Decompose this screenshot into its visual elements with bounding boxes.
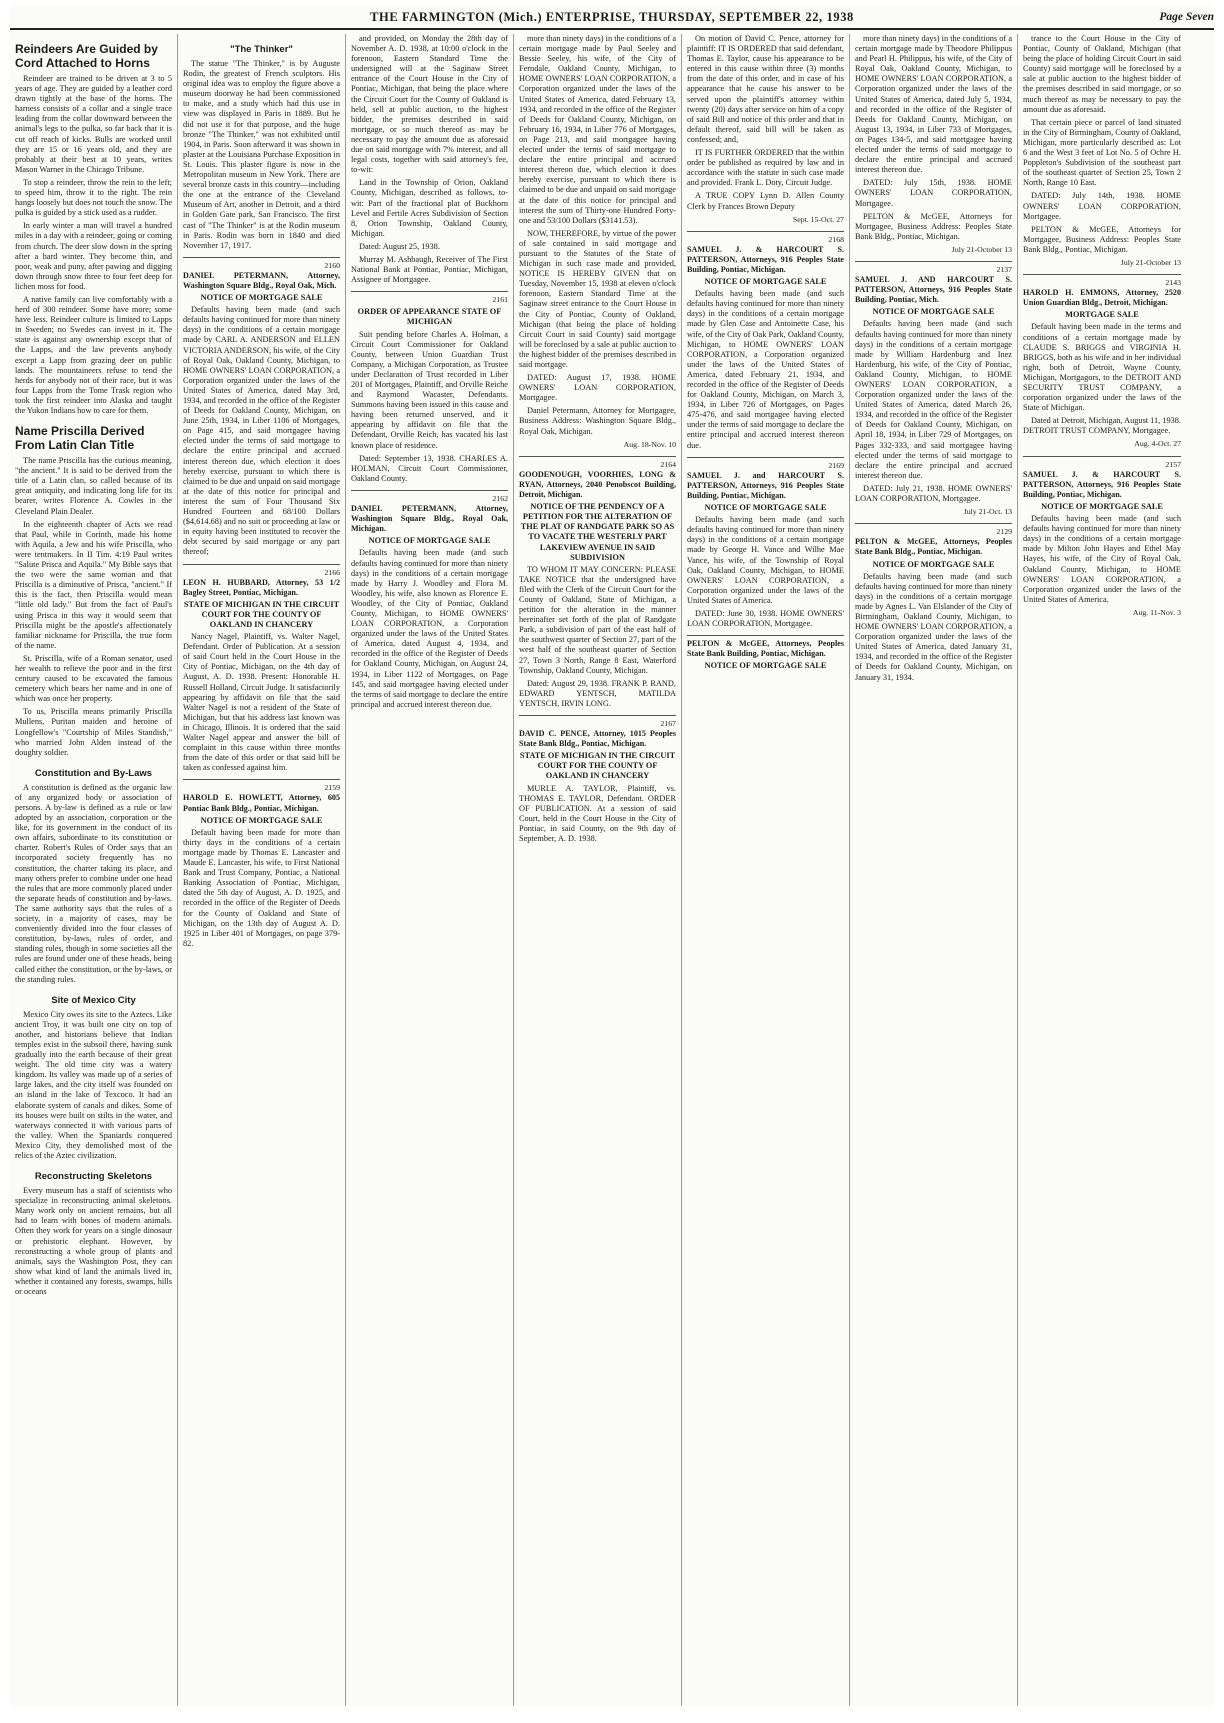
notice-attorney: PELTON & McGEE, Attorneys for Mortgagee, Business Address: Peoples State Bank Bldg., Pontiac, Michigan. [1023, 224, 1181, 254]
legal-notice [351, 490, 508, 710]
notice-body: Defaults having been made (and such defaults having continued for more than ninety days) in the conditions of a certain mortgage made by William Hardenburg and Inez Hardenburg, his wife, of the City of Pontiac, Oakland County, Michigan, to HOME OWNERS' LOAN CORPORATION, a Corporation organized under the laws of the United States of America, dated March 26, 1934, and recorded in the office of the Register of Deeds for Oakland County, Michigan, on April 18, 1934, in Liber 729 of Mortgages, on Pages 332-333, and said mortgagee having elected under the terms of said mortgage to declare the entire principal and accrued interest thereon due. [855, 319, 1012, 480]
notice-true-copy: A TRUE COPY Lynn D. Allen County Clerk by Frances Brown Deputy [687, 191, 844, 211]
article-paragraph: A constitution is defined as the organic law of any organized body or association of persons. A by-law is defined as a rule or law adopted by an association, corporation or the like, for its government in the conduct of its own affairs, subordinate to its constitution or charter. Robert's Rules of Order says that an incorporated society frequently has no constitution, the charter taking its place, and many others prefer to combine under one head the rules that are more commonly placed under the separate heads of constitution and by-laws. The same authority says that the rules of a society, in a majority of cases, may be conveniently divided into the four classes of constitution, by-laws, rules of order, and standing rules, though in some societies all the rules are found under one of these heads, being called either the constitution, or the by-laws, or the standing rules. [15, 782, 172, 984]
notice-title: NOTICE OF MORTGAGE SALE [1041, 501, 1163, 511]
legal-notice [687, 635, 844, 671]
article-paragraph: In early winter a man will travel a hundred miles in a day with a reindeer, going or coming from church. The deer slow down in the spring after a hard winter. They become thin, and poor, weak and puny, after pawing and digging down through snow three to four feet deep for lichen moss for food. [15, 221, 172, 291]
notice-title: NOTICE OF MORTGAGE SALE [872, 307, 995, 317]
notice-number: 2159 [324, 783, 340, 793]
newspaper-page [10, 6, 1214, 1706]
notice-run-dates: Aug. 11-Nov. 3 [1132, 607, 1181, 617]
notice-title: MORTGAGE SALE [1065, 310, 1139, 320]
article-paragraph: In the eighteenth chapter of Acts we read that Paul, while in Corinth, made his home with Aquila, a Jew and his wife Priscilla, who were tentmakers. In II Tim. 4:19 Paul writes "Salute Prisca and Aquila." My Bible says that the two were the same woman and that Priscilla is a diminutive of Prisca, "ancient." If this is the fact, then Priscilla would mean "little old lady." But from the fact of Paul's using Prisca in this way it would seem that Priscilla might be the apostle's affectionately familiar nickname for Priscilla, the true form of the name. [15, 519, 172, 650]
notice-body: Land in the Township of Orion, Oakland County, Michigan, described as follows, to-wit: Part of the fractional plat of Buckhorn Level and Fertile Acres Subdivision of Section 8, Orion Township, Oakland County, Michigan. [351, 178, 508, 238]
article-headline: Name Priscilla Derived From Latin Clan Title [15, 424, 145, 453]
notice-number: 2162 [492, 493, 508, 503]
notice-body: Default having been made in the terms and conditions of a certain mortgage made by CLAUDE S. BRIGGS and VIRGINIA H. BRIGGS, both as his wife and in her individual right, both of Detroit, Wayne County, Michigan, Mortgagors, to the DETROIT AND SECURITY TRUST COMPANY, a corporation organized under the laws of the State of Michigan. [1023, 322, 1181, 413]
notice-body: IT IS FURTHER ORDERED that the within order be published as required by law and in accordance with the statute in such case made and provided. Frank L. Doty, Circuit Judge. [687, 148, 844, 188]
column-7 [1018, 34, 1186, 1706]
notice-title: STATE OF MICHIGAN IN THE CIRCUIT COURT FOR THE COUNTY OF OAKLAND IN CHANCERY [183, 599, 340, 629]
article-headline: "The Thinker" [230, 44, 293, 55]
notice-body: more than ninety days) in the conditions of a certain mortgage made by Paul Seeley and Bessie Seeley, his wife, of the City of Ferndale, Oakland County, Michigan, to HOME OWNERS' LOAN CORPORATION, a Corporation organized under the laws of the United States of America, dated February 13, 1934, and recorded in the office of the Register of Deeds for Oakland County, Michigan, on February 16, 1934, in Liber 776 of Mortgages, on Page 213, and said mortgagee having elected under the terms of said mortgage to declare the entire principal and accrued interest thereon due, which election it does hereby exercise, pursuant to which there is claimed to be due and unpaid on said mortgage at the date of this notice for principal and interest the sum of Thirty-one Hundred Forty-one and 53/100 Dollars ($3141.53). [519, 34, 676, 225]
legal-notice [1023, 456, 1181, 618]
notice-attorney: Daniel Petermann, Attorney for Mortgagee, Business Address: Washington Square Bldg., Royal Oak, Michigan. [519, 406, 676, 436]
notice-attorney: HAROLD H. EMMONS, Attorney, 2520 Union Guardian Bldg., Detroit, Michigan. [1023, 288, 1181, 308]
article-paragraph: A native family can live comfortably with a herd of 300 reindeer. Some have more; some have less. Reindeer culture is limited to Lapps in Sweden; no Swedes can invest in it. The state is against any ownership except that of the Lapps, and the law prevents anybody except a Lapp from grazing deer on public lands. The mountaineers refuse to tend the herds for anybody not of their race, but it was four Lapps from the Tome Trask region who took the first reindeer into Alaska and taught the Yukon Indians how to care for them. [15, 294, 172, 415]
notice-run-dates: July 21-Oct. 13 [963, 507, 1012, 517]
notice-attorney: SAMUEL J. and HARCOURT S. PATTERSON, Attorneys, 916 Peoples State Building, Pontiac, Michigan. [687, 470, 844, 500]
legal-notice [519, 715, 676, 844]
notice-number: 2137 [996, 264, 1012, 274]
legal-notice [183, 564, 340, 774]
article-paragraph: St. Priscilla, wife of a Roman senator, used her wealth to relieve the poor and in the first century caused to be excavated the famous cemetery which bears her name and in one of which was once her property. [15, 653, 172, 704]
notice-title: NOTICE OF MORTGAGE SALE [200, 293, 323, 303]
legal-notice [1023, 274, 1181, 450]
column-3 [346, 34, 514, 1706]
notice-body: more than ninety days) in the conditions of a certain mortgage made by Theodore Philippus and Pearl H. Philippus, his wife, of the City of Royal Oak, Oakland County, Michigan, to HOME OWNERS' LOAN CORPORATION, a Corporation organized under the laws of the United States of America, dated July 5, 1934, and recorded in the office of the Register of Deeds for Oakland County, Michigan, on August 13, 1934, in Liber 733 of Mortgages, on Pages 134-5, and said mortgagee having elected under the terms of said mortgage to declare the entire principal and accrued interest thereon due. [855, 34, 1012, 175]
column-6 [850, 34, 1018, 1706]
notice-attorney: SAMUEL J. & HARCOURT S. PATTERSON, Attorneys, 916 Peoples State Building, Pontiac, Michigan. [687, 244, 844, 274]
notice-number: 2129 [996, 527, 1012, 537]
article-paragraph: The statue "The Thinker," is by Auguste Rodin, the greatest of French sculptors. His original idea was to employ the figure above a museum doorway he had been commissioned to make, and a study which had this use in view was displayed in Paris in 1889. But he did not use it for that purpose, and the huge bronze "The Thinker," was not exhibited until 1904, in Paris. Soon afterward it was shown in plaster at the Louisiana Purchase Exposition in St. Louis. This plaster figure is now in the Metropolitan museum in New York. There are several bronze casts in this country—including the one at the entrance of the Cleveland Museum of Art, another in Detroit, and a third in Golden Gate park, San Francisco. The first cast of "The Thinker" is at the Rodin museum in Paris. Rodin was born in 1840 and died November 17, 1917. [183, 59, 340, 250]
notice-body: and provided, on Monday the 28th day of November A. D. 1938, at 10:00 o'clock in the forenoon, Eastern Standard Time the undersigned will at the Saginaw Street entrance of the Court House in the City of Pontiac, Michigan, that being the place where the Circuit Court for the County of Oakland is held, sell at public auction, to the highest bidder, the premises described in said mortgage, or so much thereof as may be necessary to pay the amount due as aforesaid due on said mortgage with 7% interest, and all legal costs, together with said attorney's fee, to-wit: [351, 34, 508, 175]
notice-run-dates: July 21-October 13 [1120, 257, 1181, 267]
notice-body: Defaults having been made (and such defaults having continued for more than ninety days) in the conditions of a certain mortgage made by Milton John Hayes and Ethel May Hayes, his wife, of the City of Royal Oak, Oakland County, Michigan, to HOME OWNERS' LOAN CORPORATION, a Corporation organized under the laws of the United States of America. [1023, 514, 1181, 604]
notice-attorney: LEON H. HUBBARD, Attorney, 53 1/2 Bagley Street, Pontiac, Michigan. [183, 577, 340, 597]
notice-attorney: DAVID C. PENCE, Attorney, 1015 Peoples State Bank Bldg., Pontiac, Michigan. [519, 729, 676, 749]
notice-body: TO WHOM IT MAY CONCERN: PLEASE TAKE NOTICE that the undersigned have filed with the Clerk of the Circuit Court for the County of Oakland, State of Michigan, a petition for the alteration in the manner hereinafter set forth of the plat of Randgate Park, a subdivision of part of the east half of the southwest quarter of Section 27, part of the west half of the southeast quarter of Section 27, Town 3 North, Range 8 East, Waterford Township, Oakland County, Michigan. [519, 564, 676, 675]
notice-number: 2166 [324, 567, 340, 577]
column-1 [10, 34, 178, 1706]
notice-dated: DATED: July 14th, 1938. HOME OWNERS' LOAN CORPORATION, Mortgagee. [1023, 191, 1181, 221]
legal-notice [183, 257, 340, 558]
notice-number: 2143 [1165, 278, 1181, 288]
notice-body: Default having been made for more than thirty days in the conditions of a certain mortgage made by Thomas E. Lancaster and Maude E. Lancaster, his wife, to First National Bank and Trust Company, Pontiac, a National Banking Association of Pontiac, Michigan, dated the 5th day of August, A. D. 1925, and recorded in the office of the Register of Deeds for the County of Oakland and State of Michigan, on the 13th day of August A. D. 1925 in Liber 401 of Mortgages, on page 379-82. [183, 827, 340, 948]
notice-title: NOTICE OF MORTGAGE SALE [704, 661, 827, 671]
page-number: Page Seven [1159, 11, 1214, 23]
notice-body: On motion of David C. Pence, attorney for plaintiff: IT IS ORDERED that said defendant, Thomas E. Taylor, cause his appearance to be entered in this cause within three (3) months from the date of this order, and in case of his appearance that he cause his answer to be served upon the plaintiff's attorney within twenty (20) days after service on him of a copy of said Bill and notice of this order and that in default thereof, said bill will be taken as confessed; and, [687, 34, 844, 144]
column-4 [514, 34, 682, 1706]
notice-attorney: PELTON & McGEE, Attorneys, Peoples State Bank Bldg., Pontiac, Michigan. [855, 537, 1012, 557]
notice-attorney: PELTON & McGEE, Attorneys for Mortgagee, Business Address: Peoples State Bank Bldg., Pontiac, Michigan. [855, 211, 1012, 241]
notice-number: 2161 [492, 295, 508, 305]
notice-body: Defaults having been made (and such defaults having continued for more than ninety days) in the conditions of a certain mortgage made by Agnes L. Van Elslander of the City of Birmingham, Oakland County, Michigan, to HOME OWNERS' LOAN CORPORATION, a Corporation organized under the laws of the United States of America, dated January 31, 1934, and recorded in the office of the Register of Deeds for Oakland County, Michigan, on January 31, 1934. [855, 571, 1012, 682]
article-paragraph: Reindeer are trained to be driven at 3 to 5 years of age. They are guided by a leather cord drawn tightly at the base of the horns. The harness consists of a collar and a single trace leading from the collar downward between the animal's legs to the pulka, so far back that it is cut off reach of kicks. Bulls are worked until they are 15 or 16 years old, and they are probably at their best at 10 years, writes Mason Warner in the Chicago Tribune. [15, 74, 172, 174]
legal-notice [183, 779, 340, 949]
notice-run-dates: July 21-October 13 [951, 244, 1012, 254]
notice-title: STATE OF MICHIGAN IN THE CIRCUIT COURT FOR THE COUNTY OF OAKLAND IN CHANCERY [519, 751, 676, 781]
notice-body: Suit pending before Charles A. Holman, a Circuit Court Commissioner for Oakland County, between Union Guardian Trust Company, a Michigan Corporation, as Trustee under Declaration of Trust recorded in Liber 201 of Mortgages, Plaintiff, and Orville Reiche and Raymond Wacaster, Defendants. Summons having been issued in this cause and having been returned unserved, and it appearing by affidavit on file that the Defendant, Orville Reich, has vacated his last known place of residence. [351, 329, 508, 450]
article-headline: Constitution and By-Laws [34, 767, 153, 779]
notice-title: NOTICE OF MORTGAGE SALE [200, 815, 323, 825]
article-paragraph: Mexico City owes its site to the Aztecs. Like ancient Troy, it was built one city on top of another, and historians believe that Indian temples exist in the subsoil there, having sunk gradually into the earth because of their great weight. The old time city was a watery kingdom. Its valley was made up of a series of large lakes, and the city itself was founded on an island in the lake of Texcoco. It had an elaborate system of canals and dikes. Some of its houses were built on stilts in the water, and waterways connected it with various parts of the valley. When the Spaniards conquered Mexico City, they demolished most of the relics of the Aztec civilization. [15, 1009, 172, 1160]
notice-dated: DATED: July 21, 1938. HOME OWNERS' LOAN CORPORATION, Mortgagee. [855, 483, 1012, 504]
notice-run-dates: Sept. 15-Oct. 27 [792, 214, 844, 224]
notice-attorney: SAMUEL J. & HARCOURT S. PATTERSON, Attorneys, 916 Peoples State Building, Pontiac, Michigan. [1023, 469, 1181, 499]
notice-title: NOTICE OF MORTGAGE SALE [704, 503, 827, 513]
notice-attorney: DANIEL PETERMANN, Attorney, Washington Square Bldg., Royal Oak, Mich. [183, 270, 340, 290]
notice-body: Defaults having been made (and such defaults having continued for more than ninety days) in the conditions of a certain mortgage made by CARL A. ANDERSON and ELLEN VICTORIA ANDERSON, his wife, of the City of Royal Oak, Oakland County, Michigan, to HOME OWNERS' LOAN CORPORATION, a Corporation organized under the laws of the United States of America, dated May 3rd, 1934, and recorded in the office of the Register of Deeds for Oakland County, Michigan, on June 25th, 1934, in Liber 1106 of Mortgages, on Page 415, and said mortgagee having elected under the terms of said mortgage to declare the entire principal and accrued interest thereon due, which election it does hereby exercise, pursuant to which there is claimed to be due and unpaid on said mortgage at the date of this notice for principal and interest the sum of Four Thousand Six Hundred Fourteen and 68/100 Dollars ($4,614.68) and no suit or proceeding at law or in equity having been instituted to recover the debt secured by said mortgage or any part thereof; [183, 305, 340, 557]
columns [10, 34, 1214, 1706]
notice-body: Defaults having been made (and such defaults having continued for more than ninety days) in the conditions of a certain mortgage made by Harry J. Woodley and Flora M. Woodley, his wife, also known as Florence E. Woodley, of the City of Pontiac, Oakland County, Michigan, to HOME OWNERS' LOAN CORPORATION, a Corporation organized under the laws of the United States of America, dated August 4, 1934, and recorded in the office of the Register of Deeds for Oakland County, Michigan, on August 24, 1934, in Liber 1122 of Mortgages, on Page 145, and said mortgagee having elected under the terms of said mortgage to declare the entire principal and accrued interest thereon due. [351, 548, 508, 709]
notice-dated: DATED: July 15th, 1938. HOME OWNERS' LOAN CORPORATION, Mortgagee. [855, 178, 1012, 208]
legal-notice [687, 457, 844, 630]
notice-dated: Dated at Detroit, Michigan, August 11, 1938. DETROIT TRUST COMPANY, Mortgagee. [1023, 416, 1181, 436]
notice-title: NOTICE OF THE PENDENCY OF A PETITION FOR THE ALTERATION OF THE PLAT OF RANDGATE PARK SO AS TO VACATE THE WESTERLY PART LAKEVIEW AVENUE IN SAID SUBDIVISION [520, 502, 675, 562]
notice-title: ORDER OF APPEARANCE STATE OF MICHIGAN [357, 307, 502, 327]
notice-attorney: GOODENOUGH, VOORHIES, LONG & RYAN, Attorneys, 2040 Penobscot Building, Detroit, Michigan. [519, 469, 676, 500]
notice-body: That certain piece or parcel of land situated in the City of Birmingham, County of Oakland, Michigan, more particularly described as: Lot 6 and the West 3 feet of Lot No. 5 of Ochre H. Poppleton's Subdivision of the southeast part of the southeast quarter of Section 25, Town 2 North, Range 10 East. [1023, 117, 1181, 188]
notice-number: 2160 [324, 260, 340, 270]
notice-dated: Dated: August 29, 1938. FRANK P. RAND, EDWARD YENTSCH, MATILDA YENTSCH, IRVIN LONG. [519, 678, 676, 708]
notice-body: Defaults having been made (and such defaults having continued for more than ninety days) in the conditions of a certain mortgage made by George H. Vance and Wilhe Mae Vance, his wife, of the Township of Royal Oak, Oakland County, Michigan, to HOME OWNERS' LOAN CORPORATION, a Corporation organized under the laws of the United States of America. [687, 515, 844, 605]
notice-signature: Murray M. Ashbaugh, Receiver of The First National Bank at Pontiac, Pontiac, Michigan, Assignee of Mortgagee. [351, 254, 508, 285]
notice-number: 2157 [1165, 459, 1181, 469]
notice-run-dates: Aug. 18-Nov. 10 [623, 439, 676, 449]
masthead [10, 6, 1214, 30]
notice-dated: Dated: September 13, 1938. CHARLES A. HOLMAN, Circuit Court Commissioner, Oakland County. [351, 453, 508, 483]
legal-notice [855, 523, 1012, 682]
notice-body: MURLE A. TAYLOR, Plaintiff, vs. THOMAS E. TAYLOR, Defendant. ORDER OF PUBLICATION. At a session of said Court, held in the Court House in the City of Pontiac, in said County, on the 9th day of September, A. D. 1938. [519, 783, 676, 844]
column-2 [178, 34, 346, 1706]
article-headline: Reindeers Are Guided by Cord Attached to Horns [15, 42, 158, 70]
article-paragraph: To stop a reindeer, throw the rein to the left; to speed him, throw it to the right. The rein hangs loosely but does not touch the snow. The pulka is guided by a stick used as a rudder. [15, 177, 172, 218]
notice-title: NOTICE OF MORTGAGE SALE [872, 559, 995, 569]
notice-number: 2167 [660, 719, 676, 728]
notice-number: 2164 [660, 459, 676, 469]
notice-title: NOTICE OF MORTGAGE SALE [368, 536, 491, 546]
notice-attorney: SAMUEL J. AND HARCOURT S. PATTERSON, Attorneys, 916 Peoples State Building, Pontiac, Mich. [855, 275, 1012, 305]
article-headline: Site of Mexico City [51, 994, 136, 1006]
column-5 [682, 34, 850, 1706]
notice-body: trance to the Court House in the City of Pontiac, County of Oakland, Michigan (that being the place of holding Circuit Court in said County) said mortgage will be foreclosed by a sale at public auction to the highest bidder of the premises described in said mortgage, or so much thereof as may be necessary to pay the amount due as aforesaid. [1023, 34, 1181, 114]
notice-attorney: PELTON & McGEE, Attorneys, Peoples State Bank Building, Pontiac, Michigan. [687, 639, 844, 659]
notice-body: NOW, THEREFORE, by virtue of the power of sale contained in said mortgage and pursuant to the Statutes of the State of Michigan in such case made and provided, NOTICE IS HEREBY GIVEN that on Tuesday, November 15, 1938 at eleven o'clock forenoon, Eastern Standard Time at the Saginaw street entrance to the Court House in the City of Pontiac, County of Oakland, Michigan (that being the place of holding Circuit Court in said County) said mortgage will be foreclosed by a sale at public auction to the highest bidder of the premises described in said mortgage. [519, 228, 676, 369]
article-paragraph: Every museum has a staff of scientists who specialize in reconstructing animal skeletons. Many work only on ancient remains, but all had to learn with bones of modern animals. Often they work for years on a single dinosaur or prehistoric elephant. However, by reconstructing a whole group of plants and animals, says the Washington Post, they can show what kind of land the animals lived in, whether it contained any forests, swamps, hills or oceans [15, 1186, 172, 1297]
notice-body: Defaults having been made (and such defaults having continued for more than ninety days) in the conditions of a certain mortgage made by Glen Case and Antoinette Case, his wife, of the City of Oak Park, Oakland County, Michigan, to HOME OWNERS' LOAN CORPORATION, a Corporation organized under the laws of the United States of America, dated February 21, 1934, and recorded in the office of the Register of Deeds for Oakland County, Michigan, on March 3, 1934, in Liber 726 of Mortgages, on Pages 475-476, and said mortgagee having elected under the terms of said mortgage to declare the entire principal and accrued interest thereon due. [687, 289, 844, 450]
notice-dated: Dated: August 25, 1938. [359, 241, 440, 251]
legal-notice [687, 231, 844, 451]
article-paragraph: The name Priscilla has the curious meaning, "the ancient." It is said to be derived from the title of a Latin clan, so called because of its great antiquity, and indicating long life for its bearer, writes Florence A. Cowles in the Cleveland Plain Dealer. [15, 456, 172, 516]
notice-number: 2168 [828, 234, 844, 244]
notice-attorney: DANIEL PETERMANN, Attorney, Washington Square Bldg., Royal Oak, Michigan. [351, 504, 508, 534]
article-headline: Reconstructing Skeletons [34, 1171, 153, 1183]
masthead-title: THE FARMINGTON (Mich.) ENTERPRISE, THURSDAY, SEPTEMBER 22, 1938 [370, 9, 854, 24]
notice-attorney: HAROLD E. HOWLETT, Attorney, 605 Pontiac Bank Bldg., Pontiac, Michigan. [183, 793, 340, 813]
notice-body: Nancy Nagel, Plaintiff, vs. Walter Nagel, Defendant. Order of Publication. At a session of said Court held in the Court House in the City of Pontiac, Michigan, on the 4th day of August, A. D. 1938. Present: Honorable H. Russell Holland, Circuit Judge. It satisfactorily appearing by affidavit on file that the said Walter Nagel is not a resident of the State of Michigan, but that his address last known was in Chicago, Illinois. It is ordered that the said Walter Nagel appear and answer the bill of complaint in this cause within three months from the date of this order or that said bill be taken as confessed against him. [183, 632, 340, 773]
notice-run-dates: Aug. 4-Oct. 27 [1134, 439, 1181, 449]
notice-number: 2169 [828, 460, 844, 470]
legal-notice [855, 261, 1012, 517]
article-paragraph: To us, Priscilla means primarily Priscilla Mullens, Puritan maiden and heroine of Longfellow's "Courtship of Miles Standish," who married John Alden instead of the doughty soldier. [15, 707, 172, 757]
notice-title: NOTICE OF MORTGAGE SALE [704, 277, 827, 287]
legal-notice [519, 456, 676, 709]
notice-dated: DATED: August 17, 1938. HOME OWNERS' LOAN CORPORATION, Mortgagee. [519, 373, 676, 403]
legal-notice [351, 291, 508, 484]
notice-dated: DATED: June 30, 1938. HOME OWNERS' LOAN CORPORATION, Mortgagee. [687, 608, 844, 629]
